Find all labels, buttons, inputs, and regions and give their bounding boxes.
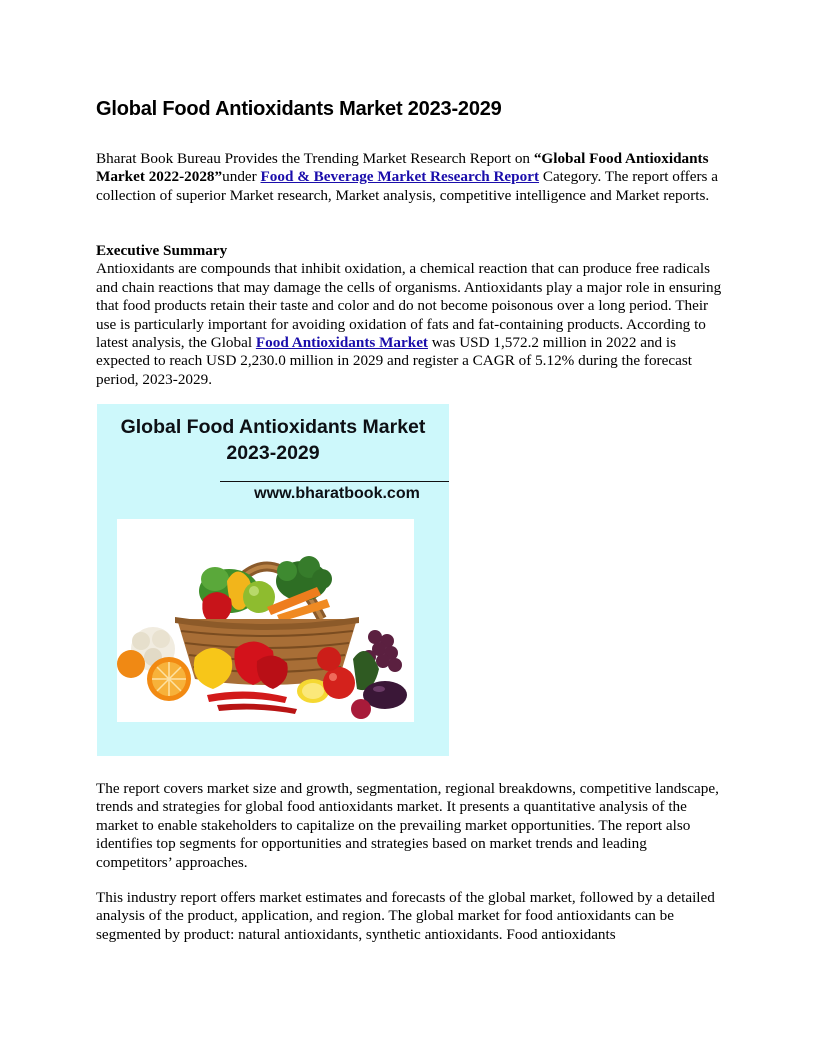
banner-title-line2: 2023-2029	[226, 442, 320, 464]
executive-summary-text: Antioxidants are compounds that inhibit oxidation, a chemical reaction that can produce free radicals and chain reactions that may damage the cells of organisms. Antioxidants play a major role in ensuring that food products retain their taste and color and do not become poisonous over a long period. Their use is particularly important for avoiding oxidation of fats and fat-containing products. According to latest analysis, the Global	[96, 260, 722, 352]
executive-summary-heading: Executive Summary	[96, 242, 228, 259]
page-title: Global Food Antioxidants Market 2023-2029	[96, 98, 502, 120]
intro-lead-text: Bharat Book Bureau Provides the Trending Market Research Report on	[96, 150, 534, 167]
report-banner	[97, 404, 449, 756]
report-name: “Global Food Antioxidants Market 2022-2028”	[96, 150, 709, 186]
market-link[interactable]: Food Antioxidants Market	[255, 334, 428, 352]
fruit-basket-illustration	[117, 519, 414, 722]
intro-under-text: under	[222, 168, 261, 186]
executive-summary-tail: was USD 1,572.2 million in 2022 and is expected to reach USD 2,230.0 million in 2029 and register a CAGR of 5.12% during the forecast period, 2023-2029.	[96, 334, 692, 388]
banner-title-line1: Global Food Antioxidants Market	[120, 416, 426, 438]
intro-paragraph	[96, 150, 726, 205]
banner-title	[97, 414, 449, 466]
category-link[interactable]: Food & Beverage Market Research Report	[260, 168, 540, 186]
banner-divider	[220, 481, 449, 482]
intro-tail-text: Category. The report offers a collection of superior Market research, Market analysis, competitive intelligence and Market reports.	[96, 168, 718, 204]
fruit-vegetable-basket-image	[117, 519, 414, 722]
market-coverage-paragraph: The report covers market size and growth, segmentation, regional breakdowns, competitive landscape, trends and strategies for global food antioxidants market. It presents a quantitative analysis of the market to enable stakeholders to capitalize on the prevailing market opportunities. The report also identifies top segments for opportunities and strategies based on market trends and leading competitors’ approaches.	[96, 780, 719, 871]
industry-report-paragraph: This industry report offers market estimates and forecasts of the global market, followed by a detailed analysis of the product, application, and region. The global market for food antioxidants can be segmented by product: natural antioxidants, synthetic antioxidants. Food antioxidants	[96, 889, 715, 943]
executive-summary	[96, 242, 726, 389]
banner-url: www.bharatbook.com	[254, 485, 420, 502]
